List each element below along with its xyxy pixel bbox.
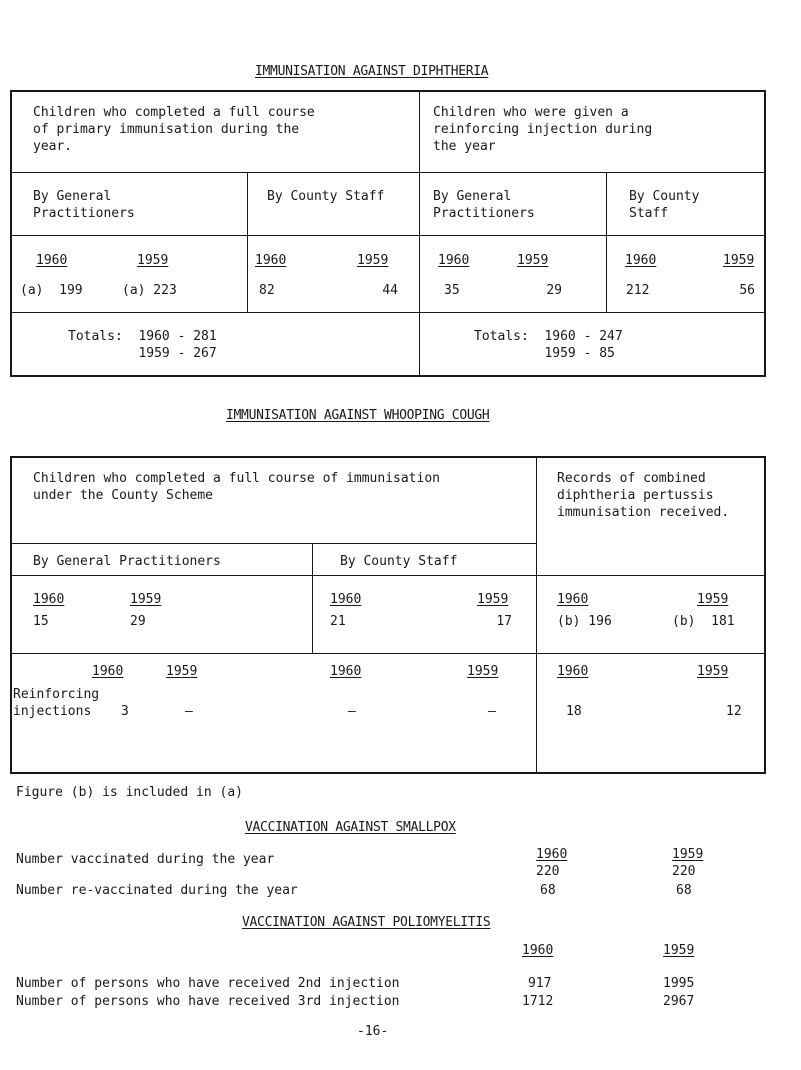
smallpox-value-1959: 68	[676, 883, 692, 898]
smallpox-title: VACCINATION AGAINST SMALLPOX	[245, 820, 456, 835]
value-reinf-records-1960: 18	[566, 704, 582, 719]
year-1960: 1960	[536, 847, 568, 862]
value-gp-1960: (a) 199	[20, 283, 83, 298]
whooping-cough-table	[10, 456, 766, 774]
diphtheria-title: IMMUNISATION AGAINST DIPHTHERIA	[255, 64, 489, 79]
polio-title: VACCINATION AGAINST POLIOMYELITIS	[242, 915, 491, 930]
value-reinf-gp-1959: –	[185, 704, 193, 719]
year-1960: 1960	[557, 664, 589, 679]
smallpox-value-1960: 220	[536, 864, 560, 879]
polio-row-label: Number of persons who have received 3rd injection	[16, 994, 400, 1009]
year-1960: 1960	[625, 253, 657, 268]
year-1959: 1959	[137, 253, 169, 268]
subheader-gp: By General Practitioners	[33, 554, 221, 569]
value-gp-1959: (a) 223	[122, 283, 177, 298]
col-header-reinforcing: Children who were given a reinforcing injection during the year	[433, 105, 653, 154]
polio-value-1960: 917	[528, 976, 552, 991]
year-1959: 1959	[517, 253, 549, 268]
year-1959: 1959	[723, 253, 755, 268]
year-1959: 1959	[130, 592, 162, 607]
subheader-gp: By General Practitioners	[33, 189, 135, 221]
year-1959: 1959	[477, 592, 509, 607]
year-1960: 1960	[255, 253, 287, 268]
smallpox-row-label: Number vaccinated during the year	[16, 852, 275, 867]
subheader-county-staff: By County Staff	[340, 554, 458, 569]
value-reinf-gp-1960: 3	[121, 704, 129, 719]
value-reinf-gp-1960: 35	[444, 283, 460, 298]
year-1960: 1960	[330, 592, 362, 607]
footnote: Figure (b) is included in (a)	[16, 785, 243, 800]
smallpox-value-1960: 68	[540, 883, 556, 898]
value-reinf-cs-1960: –	[348, 704, 356, 719]
reinforcing-injections-label: Reinforcing injections	[13, 687, 100, 719]
year-1960: 1960	[33, 592, 65, 607]
year-1959: 1959	[697, 592, 729, 607]
subheader-county-staff: By County Staff	[267, 189, 385, 204]
totals-full-course: Totals: 1960 - 281 1959 - 267	[68, 329, 217, 361]
value-cs-1960: 82	[259, 283, 275, 298]
polio-value-1960: 1712	[522, 994, 554, 1009]
value-gp-1960: 15	[33, 614, 49, 629]
value-reinf-cs-1959: –	[488, 704, 496, 719]
diphtheria-table	[10, 90, 766, 377]
value-reinf-records-1959: 12	[726, 704, 742, 719]
year-1959: 1959	[467, 664, 499, 679]
year-1959: 1959	[697, 664, 729, 679]
polio-value-1959: 1995	[663, 976, 695, 991]
year-1960: 1960	[92, 664, 124, 679]
value-reinf-gp-1959: 29	[546, 283, 562, 298]
year-1959: 1959	[357, 253, 389, 268]
year-1959: 1959	[166, 664, 198, 679]
value-reinf-cs-1960: 212	[626, 283, 650, 298]
value-records-1960: (b) 196	[557, 614, 612, 629]
col-header-combined-records: Records of combined diphtheria pertussis immunisation received.	[557, 471, 730, 520]
year-1960: 1960	[438, 253, 470, 268]
year-1960: 1960	[557, 592, 589, 607]
polio-value-1959: 2967	[663, 994, 695, 1009]
smallpox-value-1959: 220	[672, 864, 696, 879]
year-1959: 1959	[663, 943, 695, 958]
subheader-gp-reinf: By General Practitioners	[433, 189, 535, 221]
value-cs-1959: 17	[496, 614, 512, 629]
value-cs-1959: 44	[382, 283, 398, 298]
smallpox-row-label: Number re-vaccinated during the year	[16, 883, 298, 898]
year-1960: 1960	[522, 943, 554, 958]
whooping-cough-title: IMMUNISATION AGAINST WHOOPING COUGH	[226, 408, 490, 423]
polio-row-label: Number of persons who have received 2nd injection	[16, 976, 400, 991]
year-1960: 1960	[330, 664, 362, 679]
col-header-full-course: Children who completed a full course of immunisation under the County Scheme	[33, 471, 440, 503]
value-reinf-cs-1959: 56	[739, 283, 755, 298]
year-1959: 1959	[672, 847, 704, 862]
value-records-1959: (b) 181	[672, 614, 735, 629]
subheader-county-staff-reinf: By County Staff	[629, 189, 700, 221]
totals-reinforcing: Totals: 1960 - 247 1959 - 85	[474, 329, 623, 361]
page-number: -16-	[357, 1024, 389, 1039]
value-gp-1959: 29	[130, 614, 146, 629]
value-cs-1960: 21	[330, 614, 346, 629]
year-1960: 1960	[36, 253, 68, 268]
col-header-full-course: Children who completed a full course of primary immunisation during the year.	[33, 105, 315, 154]
